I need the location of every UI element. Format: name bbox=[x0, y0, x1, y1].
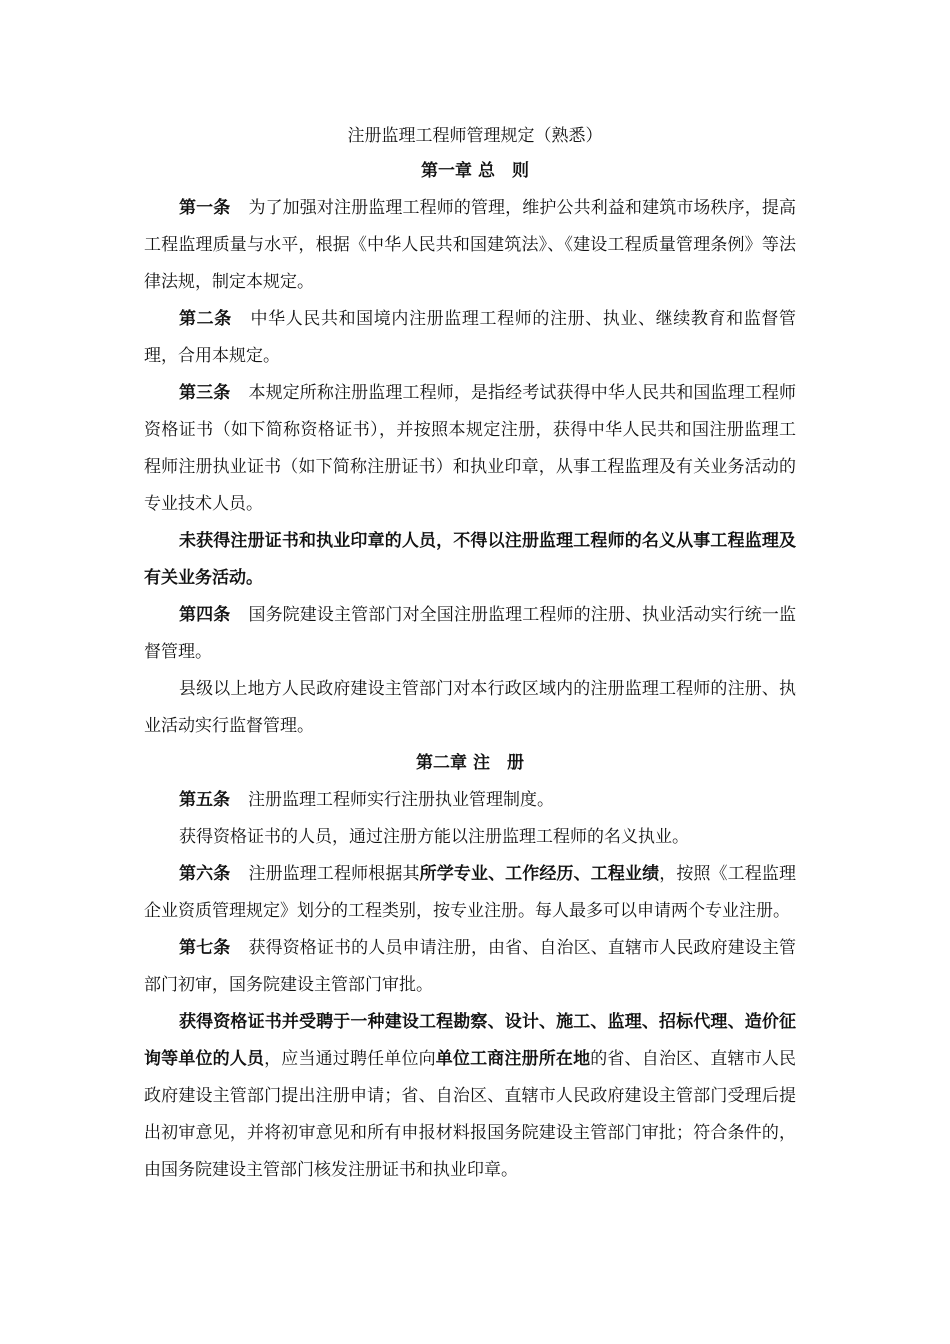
article-5-paragraph-2: 获得资格证书的人员，通过注册方能以注册监理工程师的名义执业。 bbox=[179, 827, 689, 847]
article-3-text: 本规定所称注册监理工程师，是指经考试获得中华人民共和国监理工程师资格证书（如下简称资格证书），并按照本规定注册，获得中华人民共和国注册监理工程师注册执业证书（如下简称注册证书）和执业印章，从事工程监理及有关业务活动的专业技术人员。 bbox=[144, 383, 796, 514]
document-body bbox=[144, 190, 796, 1189]
article-1-text: 为了加强对注册监理工程师的管理，维护公共利益和建筑市场秩序，提高工程监理质量与水平，根据《中华人民共和国建筑法》、《建设工程质量管理条例》等法律法规，制定本规定。 bbox=[144, 198, 796, 292]
article-1-label: 第一条 bbox=[179, 198, 231, 218]
chapter-1-heading bbox=[0, 159, 950, 183]
article-7-text-b: 的省、自治区、直辖市人民政府建设主管部门提出注册申请；省、自治区、直辖市人民政府建设主管部门受理后提出初审意见，并将初审意见和所有申报材料报国务院建设主管部门审批；符合条件的，由国务院建设主管部门核发注册证书和执业印章。 bbox=[144, 1049, 797, 1180]
article-4-paragraph-2: 县级以上地方人民政府建设主管部门对本行政区域内的注册监理工程师的注册、执业活动实行监督管理。 bbox=[144, 679, 796, 736]
article-2-text: 中华人民共和国境内注册监理工程师的注册、执业、继续教育和监督管理，合用本规定。 bbox=[144, 309, 797, 366]
article-3-label: 第三条 bbox=[179, 383, 231, 403]
article-2 bbox=[144, 301, 796, 375]
article-6-label: 第六条 bbox=[179, 864, 231, 884]
article-5-text: 注册监理工程师实行注册执业管理制度。 bbox=[248, 790, 554, 810]
article-7-bold-b: 单位工商注册所在地 bbox=[435, 1049, 591, 1069]
chapter-1-title: 第一章 总 则 bbox=[421, 161, 529, 181]
article-7-text: 获得资格证书的人员申请注册，由省、自治区、直辖市人民政府建设主管部门初审，国务院建设主管部门审批。 bbox=[144, 938, 796, 995]
article-7 bbox=[144, 930, 796, 1004]
article-7-label: 第七条 bbox=[179, 938, 231, 958]
article-5 bbox=[144, 782, 796, 819]
article-6-text-b: ，按照《工程监理企业资质管理规定》划分的工程类别，按专业注册。每人最多可以申请两个专业注册。 bbox=[144, 864, 797, 921]
article-6-text-a: 注册监理工程师根据其 bbox=[248, 864, 420, 884]
chapter-2-heading bbox=[144, 745, 796, 782]
article-6-bold: 所学专业、工作经历、工程业绩 bbox=[419, 864, 660, 884]
article-1 bbox=[144, 190, 796, 301]
article-4 bbox=[144, 597, 796, 671]
document-title: 注册监理工程师管理规定（熟悉） bbox=[347, 126, 603, 146]
article-3-bold-note: 未获得注册证书和执业印章的人员，不得以注册监理工程师的名义从事工程监理及有关业务活动。 bbox=[144, 531, 796, 588]
article-5-label: 第五条 bbox=[179, 790, 230, 810]
article-4-text: 国务院建设主管部门对全国注册监理工程师的注册、执业活动实行统一监督管理。 bbox=[144, 605, 796, 662]
chapter-2-title: 第二章 注 册 bbox=[416, 753, 524, 773]
article-3 bbox=[144, 375, 796, 523]
article-7-text-a: ，应当通过聘任单位向 bbox=[264, 1049, 436, 1069]
article-7-paragraph-2 bbox=[144, 1004, 796, 1189]
article-4-label: 第四条 bbox=[179, 605, 231, 625]
article-7-bold-a: 获得资格证书并受聘于一种建设工程勘察、设计、施工、监理、招标代理、造价征询等单位的人员 bbox=[144, 1012, 796, 1069]
article-2-label: 第二条 bbox=[179, 309, 232, 329]
article-6 bbox=[144, 856, 796, 930]
